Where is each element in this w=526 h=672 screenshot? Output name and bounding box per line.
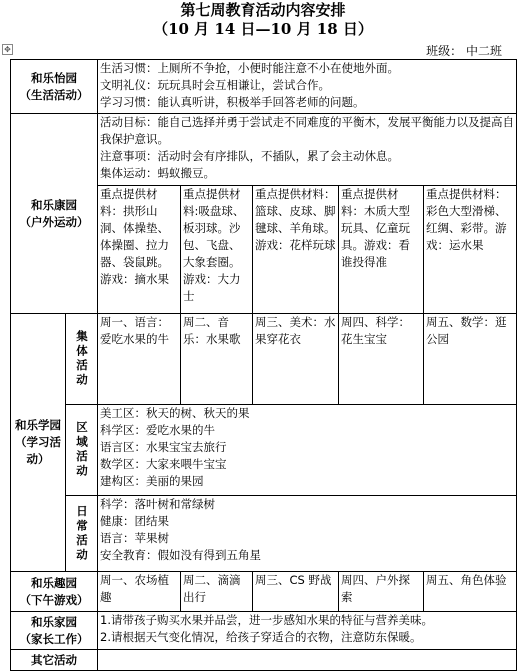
group-activity: 周一、语言：爱吃水果的牛	[97, 313, 180, 404]
health-header: 和乐康园 （户外运动）	[10, 113, 97, 313]
fun-item: 周二、滴滴出行	[180, 571, 252, 611]
life-line: 学习习惯：能认真听讲，积极举手回答老师的问题。	[100, 95, 365, 109]
area-item: 建构区：美丽的果园	[100, 474, 204, 488]
group-activity: 周五、数学：逛公园	[423, 313, 517, 404]
daily-item: 语言：苹果树	[100, 531, 169, 545]
daily-label: 日常活动	[65, 495, 97, 571]
daily-item: 健康：团结果	[100, 514, 169, 528]
table-move-handle-icon[interactable]: ✥	[2, 44, 13, 55]
health-station: 重点提供材料：篮球、皮球、脚毽球、羊角球。游戏：花样玩球	[252, 185, 338, 313]
health-station: 重点提供材料:吸盘球、板羽球。沙包、飞盘、大象套圈。游戏：大力士	[180, 185, 252, 313]
home-line: 2.请根据天气变化情况，给孩子穿适合的衣物，注意防东保暖。	[100, 630, 422, 644]
fun-item: 周三、CS 野战	[252, 571, 338, 611]
health-line: 注意事项：活动时会有序排队，不插队，累了会主动休息。	[100, 149, 399, 163]
learning-header: 和乐学园（学习活动）	[10, 313, 65, 571]
other-content	[97, 649, 517, 671]
daily-item: 安全教育：假如没有得到五角星	[100, 548, 261, 562]
life-line: 生活习惯：上厕所不争抢，小便时能注意不小在使地外面。	[100, 61, 399, 75]
group-activity: 周二、音乐：水果歌	[180, 313, 252, 404]
other-header: 其它活动	[10, 649, 97, 671]
group-activity: 周三、美术：水果穿花衣	[252, 313, 338, 404]
life-content	[97, 59, 517, 113]
daily-activities	[97, 495, 517, 571]
health-goals	[97, 113, 517, 185]
fun-item: 周四、户外探索	[338, 571, 423, 611]
daily-item: 科学：落叶树和常绿树	[100, 497, 215, 511]
group-label: 集体活动	[65, 313, 97, 404]
date-range: （10 月 14 日—10 月 18 日）	[153, 20, 373, 38]
schedule-table	[10, 59, 517, 671]
fun-item: 周五、角色体验	[423, 571, 517, 611]
group-activity: 周四、科学：花生宝宝	[338, 313, 423, 404]
home-content	[97, 611, 517, 649]
fun-header: 和乐趣园 （下午游戏）	[10, 571, 97, 611]
page-title: 第七周教育活动内容安排	[180, 1, 346, 19]
area-item: 语言区：水果宝宝去旅行	[100, 440, 227, 454]
fun-item: 周一、农场植趣	[97, 571, 180, 611]
home-header: 和乐家园 （家长工作）	[10, 611, 97, 649]
health-station: 重点提供材料：木质大型玩具、亿童玩具。游戏：看谁投得准	[338, 185, 423, 313]
area-activities	[97, 404, 517, 495]
health-station: 重点提供材料：彩色大型滑梯、红绸、彩带。游戏：运水果	[423, 185, 517, 313]
life-line: 文明礼仪：玩玩具时会互相谦让，尝试合作。	[100, 78, 330, 92]
area-item: 数学区：大家来喂牛宝宝	[100, 457, 227, 471]
area-label: 区域活动	[65, 404, 97, 495]
health-line: 活动目标：能自己选择并勇于尝试走不同难度的平衡木，发展平衡能力以及提高自我保护意识。	[100, 115, 514, 146]
health-line: 集体运动：蚂蚁搬豆。	[100, 166, 215, 180]
home-line: 1.请带孩子购买水果并品尝，进一步感知水果的特征与营养美味。	[100, 613, 433, 627]
life-header: 和乐怡园 （生活活动）	[10, 59, 97, 113]
health-station: 重点提供材料：拱形山洞、体操垫、体操圈、拉力器、袋鼠跳。游戏：摘水果	[97, 185, 180, 313]
class-label: 班级： 中二班	[426, 44, 502, 58]
area-item: 美工区：秋天的树、秋天的果	[100, 406, 250, 420]
area-item: 科学区：爱吃水果的牛	[100, 423, 215, 437]
